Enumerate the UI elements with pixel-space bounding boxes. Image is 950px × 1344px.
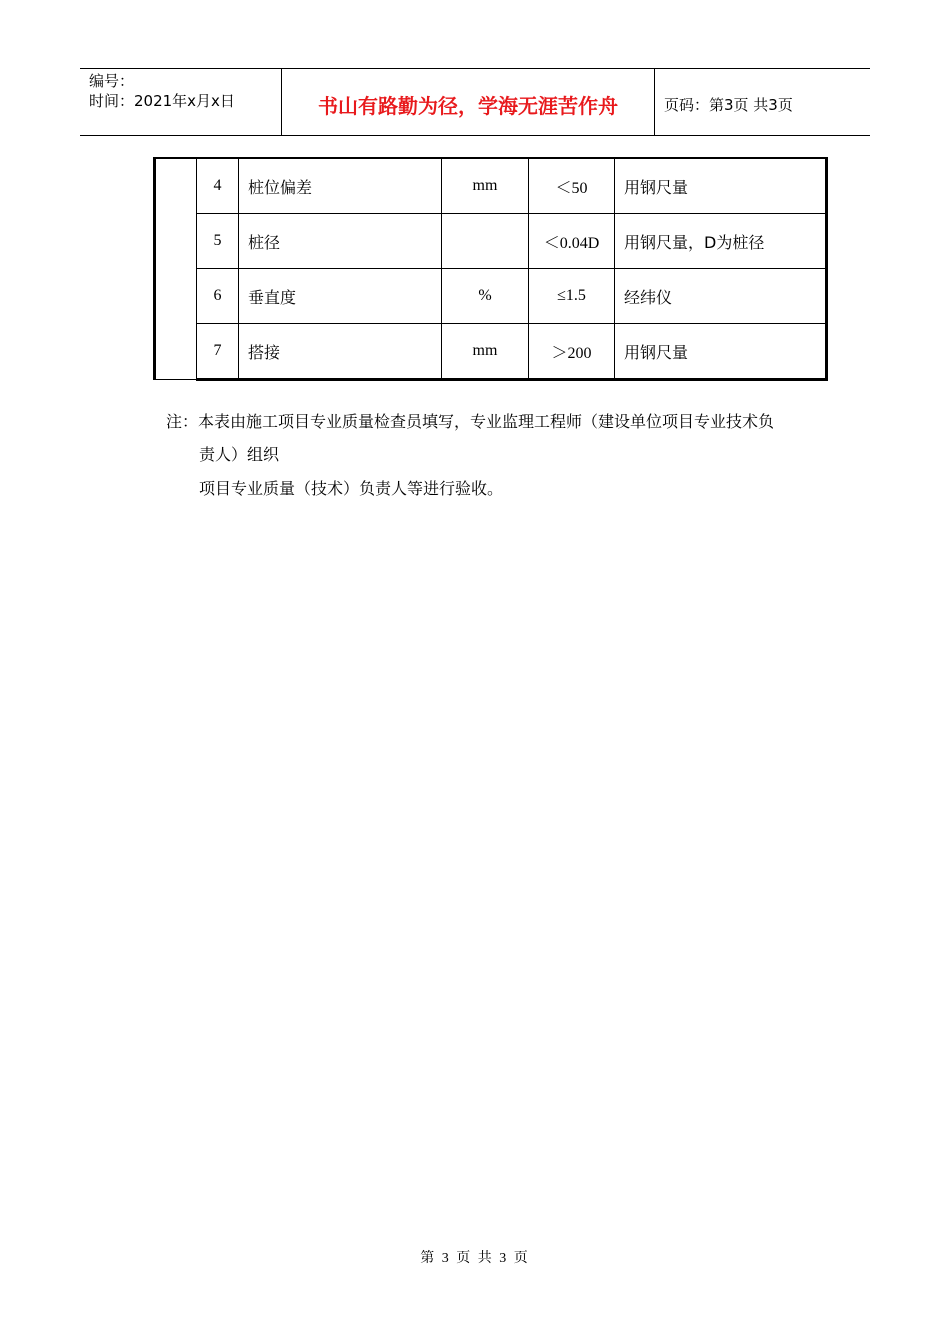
table-row <box>155 269 827 324</box>
page-footer: 第 3 页 共 3 页 <box>420 1251 530 1266</box>
item-unit <box>442 214 529 269</box>
item-tolerance: ＜0.04D <box>529 214 615 269</box>
item-name: 垂直度 <box>239 269 442 324</box>
item-method: 用钢尺量 <box>615 324 827 380</box>
item-unit: mm <box>442 324 529 380</box>
item-method: 用钢尺量 <box>615 158 827 214</box>
item-tolerance: ≤1.5 <box>529 269 615 324</box>
header-divider-right <box>654 68 655 136</box>
item-name: 桩位偏差 <box>239 158 442 214</box>
inspection-items-table <box>153 157 828 381</box>
item-number: 4 <box>197 158 239 214</box>
item-method: 经纬仪 <box>615 269 827 324</box>
note-line-3: 项目专业质量（技术）负责人等进行验收。 <box>199 479 504 498</box>
header-motto: 书山有路勤为径，学海无涯苦作舟 <box>318 94 618 118</box>
table-row <box>155 324 827 380</box>
item-unit: % <box>442 269 529 324</box>
item-name: 桩径 <box>239 214 442 269</box>
note-line-1: 注：本表由施工项目专业质量检查员填写，专业监理工程师（建设单位项目专业技术负 <box>166 412 775 431</box>
item-tolerance: ＞200 <box>529 324 615 380</box>
item-tolerance: ＜50 <box>529 158 615 214</box>
note-line-2: 责人）组织 <box>199 445 280 464</box>
item-number: 6 <box>197 269 239 324</box>
item-unit: mm <box>442 158 529 214</box>
header-top-rule <box>80 68 870 69</box>
table-stub-cell <box>155 214 197 269</box>
item-number: 5 <box>197 214 239 269</box>
document-date-label: 时间：2021年x月x日 <box>89 92 235 110</box>
table-stub-cell <box>155 158 197 214</box>
item-name: 搭接 <box>239 324 442 380</box>
header-bottom-rule <box>80 135 870 136</box>
table-row <box>155 158 827 214</box>
page-indicator: 页码：第3页 共3页 <box>664 96 793 114</box>
table-stub-cell <box>155 324 197 380</box>
document-number-label: 编号： <box>89 72 135 90</box>
item-number: 7 <box>197 324 239 380</box>
table-row <box>155 214 827 269</box>
table-stub-cell <box>155 269 197 324</box>
item-method: 用钢尺量，D为桩径 <box>615 214 827 269</box>
